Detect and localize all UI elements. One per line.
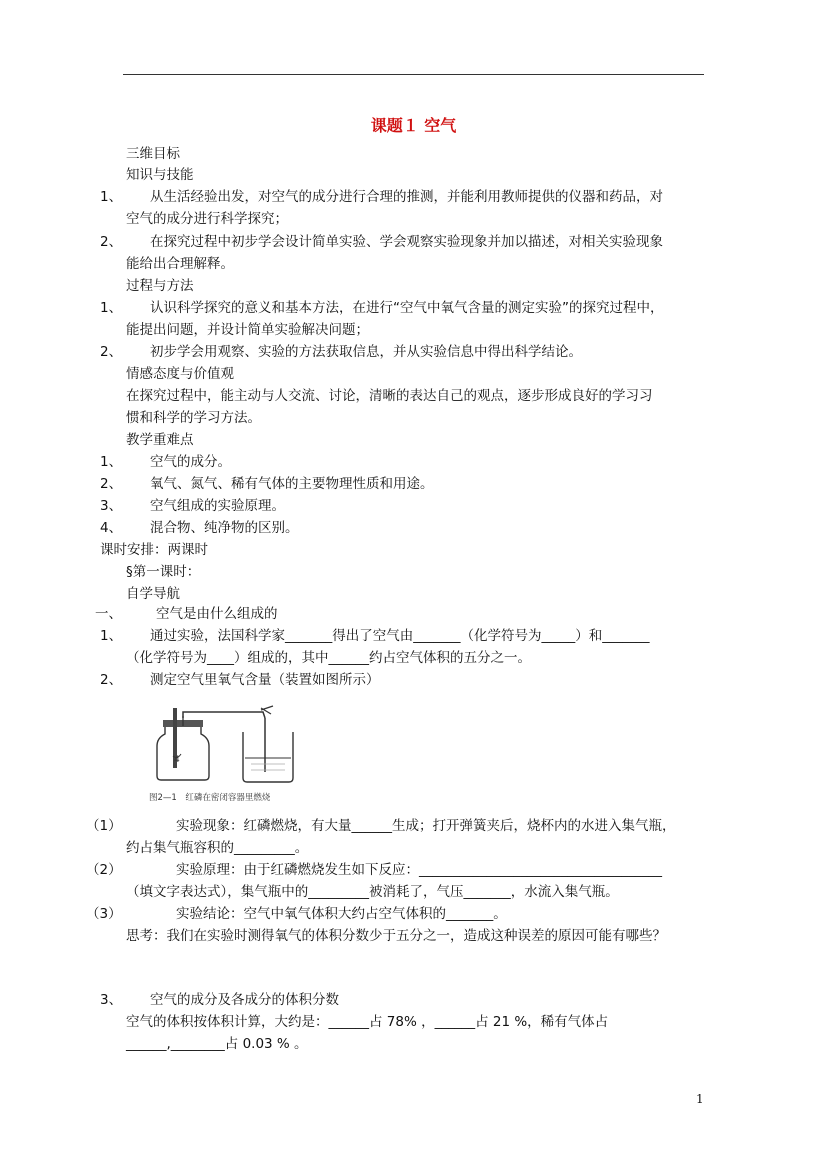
text-line: （填文字表达式），集气瓶中的_________被消耗了，气压_______，水流入集气瓶。 bbox=[126, 884, 619, 900]
text-line: 通过实验，法国科学家_______得出了空气由_______（化学符号为_____）和_______ bbox=[150, 628, 650, 644]
text-line: 从生活经验出发，对空气的成分进行合理的推测，并能利用教师提供的仪器和药品，对 bbox=[150, 189, 663, 205]
text-line: 思考：我们在实验时测得氧气的体积分数少于五分之一，造成这种误差的原因可能有哪些？ bbox=[126, 928, 666, 944]
text-line: 三维目标 bbox=[126, 146, 180, 162]
list-number: 3、 bbox=[100, 498, 123, 514]
list-number: 2、 bbox=[100, 476, 123, 492]
text-line: 惯和科学的学习方法。 bbox=[126, 410, 261, 426]
page-title: 课题１ 空气 bbox=[370, 116, 457, 135]
text-line: 在探究过程中初步学会设计简单实验、学会观察实验现象并加以描述，对相关实验现象 bbox=[150, 234, 663, 250]
text-line: 课时安排：两课时 bbox=[100, 542, 208, 558]
list-number: 一、 bbox=[95, 606, 122, 622]
text-line: 实验结论：空气中氧气体积大约占空气体积的_______。 bbox=[176, 906, 507, 922]
text-line: 教学重难点 bbox=[126, 432, 194, 448]
list-number: （2） bbox=[86, 862, 122, 878]
text-line: 空气的体积按体积计算，大约是：______占 78% ，______占 21 %，稀有气体占 bbox=[126, 1014, 609, 1030]
text-line: 情感态度与价值观 bbox=[126, 366, 234, 382]
text-line: 知识与技能 bbox=[126, 167, 194, 183]
text-line: 实验现象：红磷燃烧，有大量______生成；打开弹簧夹后，烧杯内的水进入集气瓶， bbox=[176, 818, 676, 834]
list-number: （1） bbox=[86, 818, 122, 834]
text-line: §第一课时： bbox=[126, 564, 201, 580]
text-line: （化学符号为____）组成的，其中______约占空气体积的五分之一。 bbox=[126, 650, 531, 666]
text-line: 空气的成分进行科学探究； bbox=[126, 211, 288, 227]
text-line: 能给出合理解释。 bbox=[126, 256, 234, 272]
text-line: 自学导航 bbox=[126, 586, 180, 602]
text-line: 氧气、氮气、稀有气体的主要物理性质和用途。 bbox=[150, 476, 434, 492]
list-number: （3） bbox=[86, 906, 122, 922]
list-number: 2、 bbox=[100, 344, 123, 360]
section-heading: 空气的成分及各成分的体积分数 bbox=[150, 992, 339, 1008]
text-line: 空气组成的实验原理。 bbox=[150, 498, 285, 514]
section-heading: 空气是由什么组成的 bbox=[156, 606, 278, 622]
text-line: 空气的成分。 bbox=[150, 454, 231, 470]
list-number: 1、 bbox=[100, 300, 123, 316]
list-number: 1、 bbox=[100, 454, 123, 470]
text-line: 过程与方法 bbox=[126, 278, 194, 294]
text-line: 实验原理：由于红磷燃烧发生如下反应：____________________________________ bbox=[176, 862, 662, 878]
header-rule bbox=[123, 74, 704, 75]
list-number: 1、 bbox=[100, 189, 123, 205]
apparatus-figure bbox=[143, 696, 323, 806]
text-line: 能提出问题，并设计简单实验解决问题； bbox=[126, 322, 369, 338]
text-line: 混合物、纯净物的区别。 bbox=[150, 520, 299, 536]
list-number: 2、 bbox=[100, 234, 123, 250]
list-number: 2、 bbox=[100, 672, 123, 688]
svg-text:4: 4 bbox=[174, 755, 180, 765]
text-line: 约占集气瓶容积的_________。 bbox=[126, 840, 309, 856]
list-number: 4、 bbox=[100, 520, 123, 536]
text-line: 初步学会用观察、实验的方法获取信息，并从实验信息中得出科学结论。 bbox=[150, 344, 582, 360]
text-line: 测定空气里氧气含量（装置如图所示） bbox=[150, 672, 380, 688]
page-number: 1 bbox=[696, 1092, 704, 1106]
text-line: 认识科学探究的意义和基本方法，在进行“空气中氧气含量的测定实验”的探究过程中， bbox=[150, 300, 664, 316]
list-number: 3、 bbox=[100, 992, 123, 1008]
list-number: 1、 bbox=[100, 628, 123, 644]
figure-caption: 图2—1 红磷在密闭容器里燃烧 bbox=[149, 793, 271, 803]
text-line: ______,________占 0.03 % 。 bbox=[126, 1036, 308, 1052]
text-line: 在探究过程中，能主动与人交流、讨论，清晰的表达自己的观点，逐步形成良好的学习习 bbox=[126, 388, 653, 404]
